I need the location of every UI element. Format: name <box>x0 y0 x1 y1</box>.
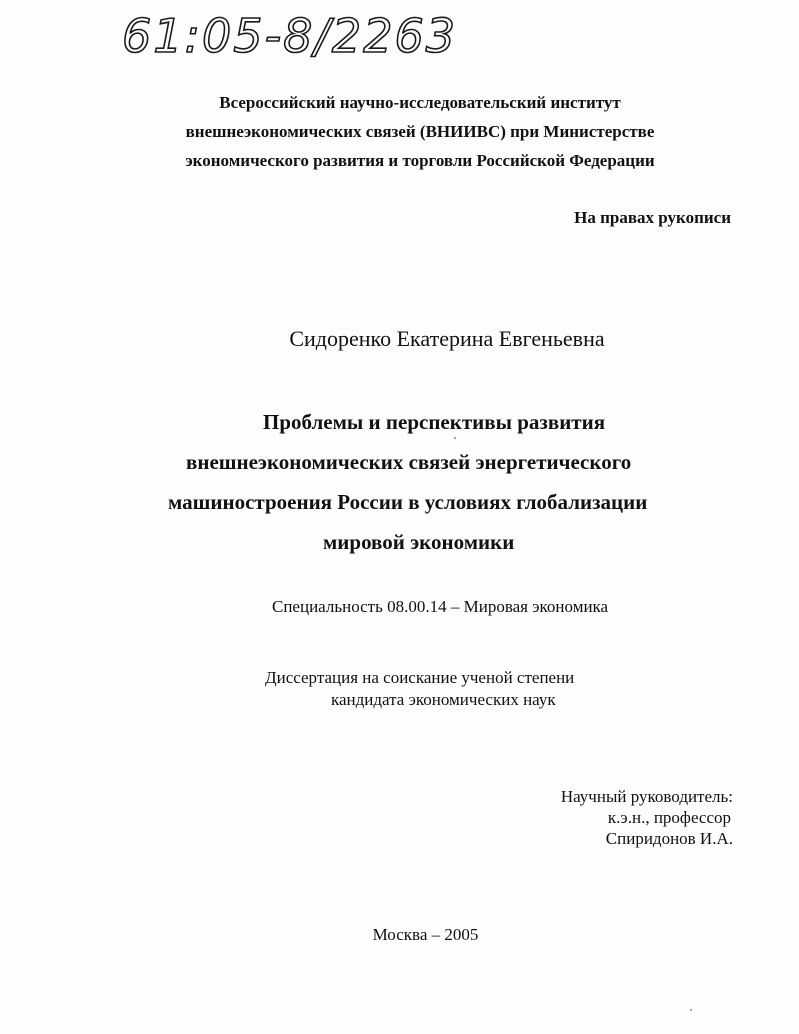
institution-line-3: экономического развития и торговли Российской Федерации <box>185 151 655 170</box>
title-line-4: мировой экономики <box>323 530 515 554</box>
advisor-name: Спиридонов И.А. <box>605 829 733 848</box>
author-name: Сидоренко Екатерина Евгеньевна <box>289 326 605 351</box>
advisor-degree: к.э.н., профессор <box>607 808 731 827</box>
scan-speck <box>454 437 456 439</box>
institution-line-1: Всероссийский научно-исследовательский институт <box>219 93 621 112</box>
scientific-advisor <box>561 786 733 849</box>
institution-line-2: внешнеэкономических связей (ВНИИВС) при Министерстве <box>185 122 655 141</box>
degree-line-2: кандидата экономических наук <box>331 690 556 709</box>
title-line-3: машиностроения России в условиях глобализации <box>168 490 648 514</box>
scan-speck <box>690 1009 692 1011</box>
institution-block <box>150 88 690 175</box>
title-line-1: Проблемы и перспективы развития <box>263 410 606 434</box>
title-line-2: внешнеэкономических связей энергетического <box>186 450 632 474</box>
dissertation-title <box>140 402 740 562</box>
advisor-label: Научный руководитель: <box>560 787 733 806</box>
degree-line-1: Диссертация на соискание ученой степени <box>265 668 575 687</box>
handwritten-code-text: 61:05-8/2263 <box>122 9 457 63</box>
manuscript-rights: На правах рукописи <box>574 208 731 227</box>
dissertation-degree <box>265 667 574 711</box>
city-year: Москва – 2005 <box>372 925 479 944</box>
handwritten-archive-code <box>118 4 498 66</box>
specialty: Специальность 08.00.14 – Мировая экономика <box>272 597 609 616</box>
